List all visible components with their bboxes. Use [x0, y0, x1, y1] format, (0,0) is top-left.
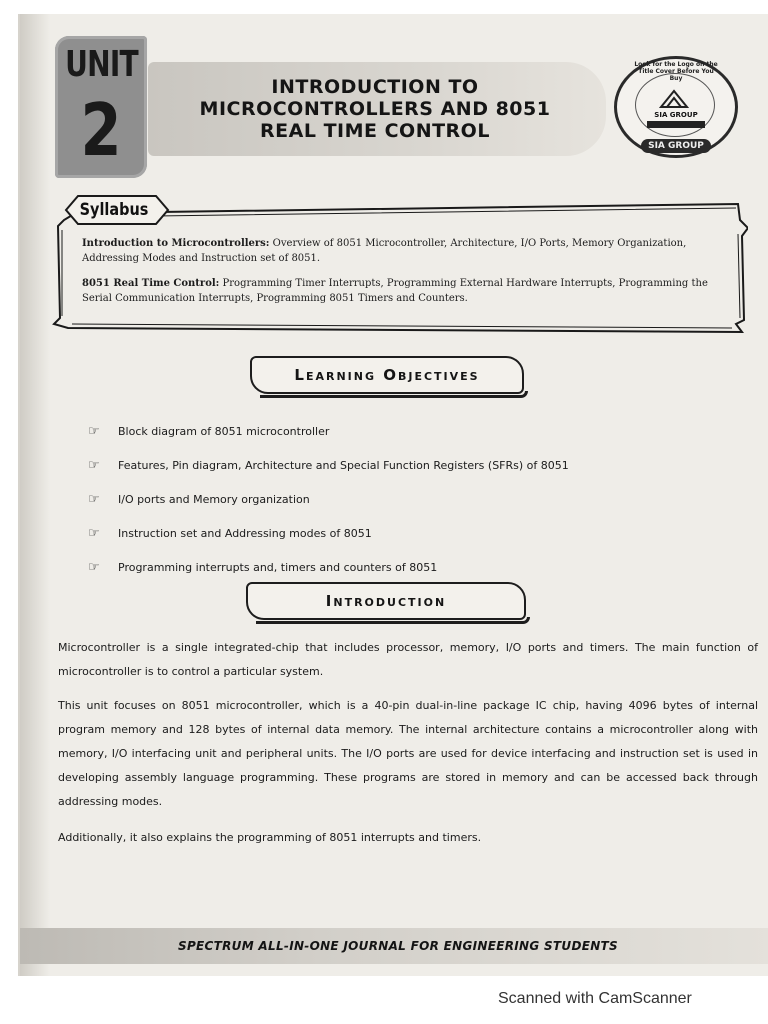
syllabus-item-1 — [82, 236, 692, 266]
logo-emblem-icon — [659, 89, 689, 109]
list-item — [72, 424, 692, 458]
unit-number: 2 — [80, 88, 122, 172]
logo-banner: SIA GROUP — [641, 139, 711, 153]
chapter-title — [160, 76, 590, 142]
list-item — [72, 492, 692, 526]
scanned-page — [18, 14, 768, 976]
logo-bar — [647, 121, 705, 128]
logo-brand: SIA GROUP — [654, 111, 698, 119]
logo-ring-text: Look for the Logo on the Title Cover Before You Buy — [634, 61, 718, 82]
list-item — [72, 526, 692, 560]
pointing-hand-icon: ☞ — [88, 526, 100, 541]
list-item — [72, 458, 692, 492]
publisher-logo — [614, 56, 738, 158]
unit-badge — [55, 36, 147, 178]
syllabus-item-2-text: Programming Timer Interrupts, Programming External Hardware Interrupts, Programming the Serial Communication Interrupts, Programming 8051 Timers and Counters. — [82, 278, 708, 304]
chapter-title-line-1: INTRODUCTION TO — [271, 76, 479, 98]
chapter-title-line-3: REAL TIME CONTROL — [260, 120, 490, 142]
page-binding-shadow — [20, 14, 50, 976]
syllabus-heading: Syllabus — [79, 200, 149, 220]
objective-text: I/O ports and Memory organization — [118, 493, 310, 506]
objective-text: Features, Pin diagram, Architecture and Special Function Registers (SFRs) of 8051 — [118, 459, 569, 472]
chapter-title-line-2: MICROCONTROLLERS AND 8051 — [199, 98, 551, 120]
footer-journal-title: SPECTRUM ALL-IN-ONE JOURNAL FOR ENGINEERING STUDENTS — [178, 939, 618, 953]
intro-paragraph-1: Microcontroller is a single integrated-chip that includes processor, memory, I/O ports and timers. The main function of microcontroller is to control a particular system. — [58, 641, 758, 678]
syllabus-item-2-label: 8051 Real Time Control: — [82, 278, 220, 289]
learning-objectives-list — [72, 424, 692, 594]
pointing-hand-icon: ☞ — [88, 492, 100, 507]
pointing-hand-icon: ☞ — [88, 560, 100, 575]
intro-paragraph-2: This unit focuses on 8051 microcontroller, which is a 40-pin dual-in-line package IC chip, having 4096 bytes of internal program memory and 128 bytes of internal data memory. The internal architecture contains a microcontroller along with memory, I/O interfacing unit and peripheral units. The I/O ports are used for device interfacing and instruction set is used in developing assembly language programming. These programs are stored in memory and can be accessed back through addressing modes. — [58, 699, 758, 808]
objective-text: Programming interrupts and, timers and counters of 8051 — [118, 561, 438, 574]
objective-text: Block diagram of 8051 microcontroller — [118, 425, 330, 438]
pointing-hand-icon: ☞ — [88, 458, 100, 473]
intro-paragraph-3: Additionally, it also explains the programming of 8051 interrupts and timers. — [58, 831, 482, 844]
learning-objectives-heading: Learning Objectives — [250, 356, 524, 394]
syllabus-item-1-text: Overview of 8051 Microcontroller, Architecture, I/O Ports, Memory Organization, Addressing Modes and Instruction set of 8051. — [82, 238, 687, 264]
introduction-heading: Introduction — [246, 582, 526, 620]
pointing-hand-icon: ☞ — [88, 424, 100, 439]
syllabus-item-1-label: Introduction to Microcontrollers: — [82, 238, 270, 249]
scanner-watermark: Scanned with CamScanner — [498, 990, 692, 1007]
unit-label: UNIT — [65, 44, 138, 85]
objective-text: Instruction set and Addressing modes of 8051 — [118, 527, 372, 540]
syllabus-item-2 — [82, 276, 714, 306]
